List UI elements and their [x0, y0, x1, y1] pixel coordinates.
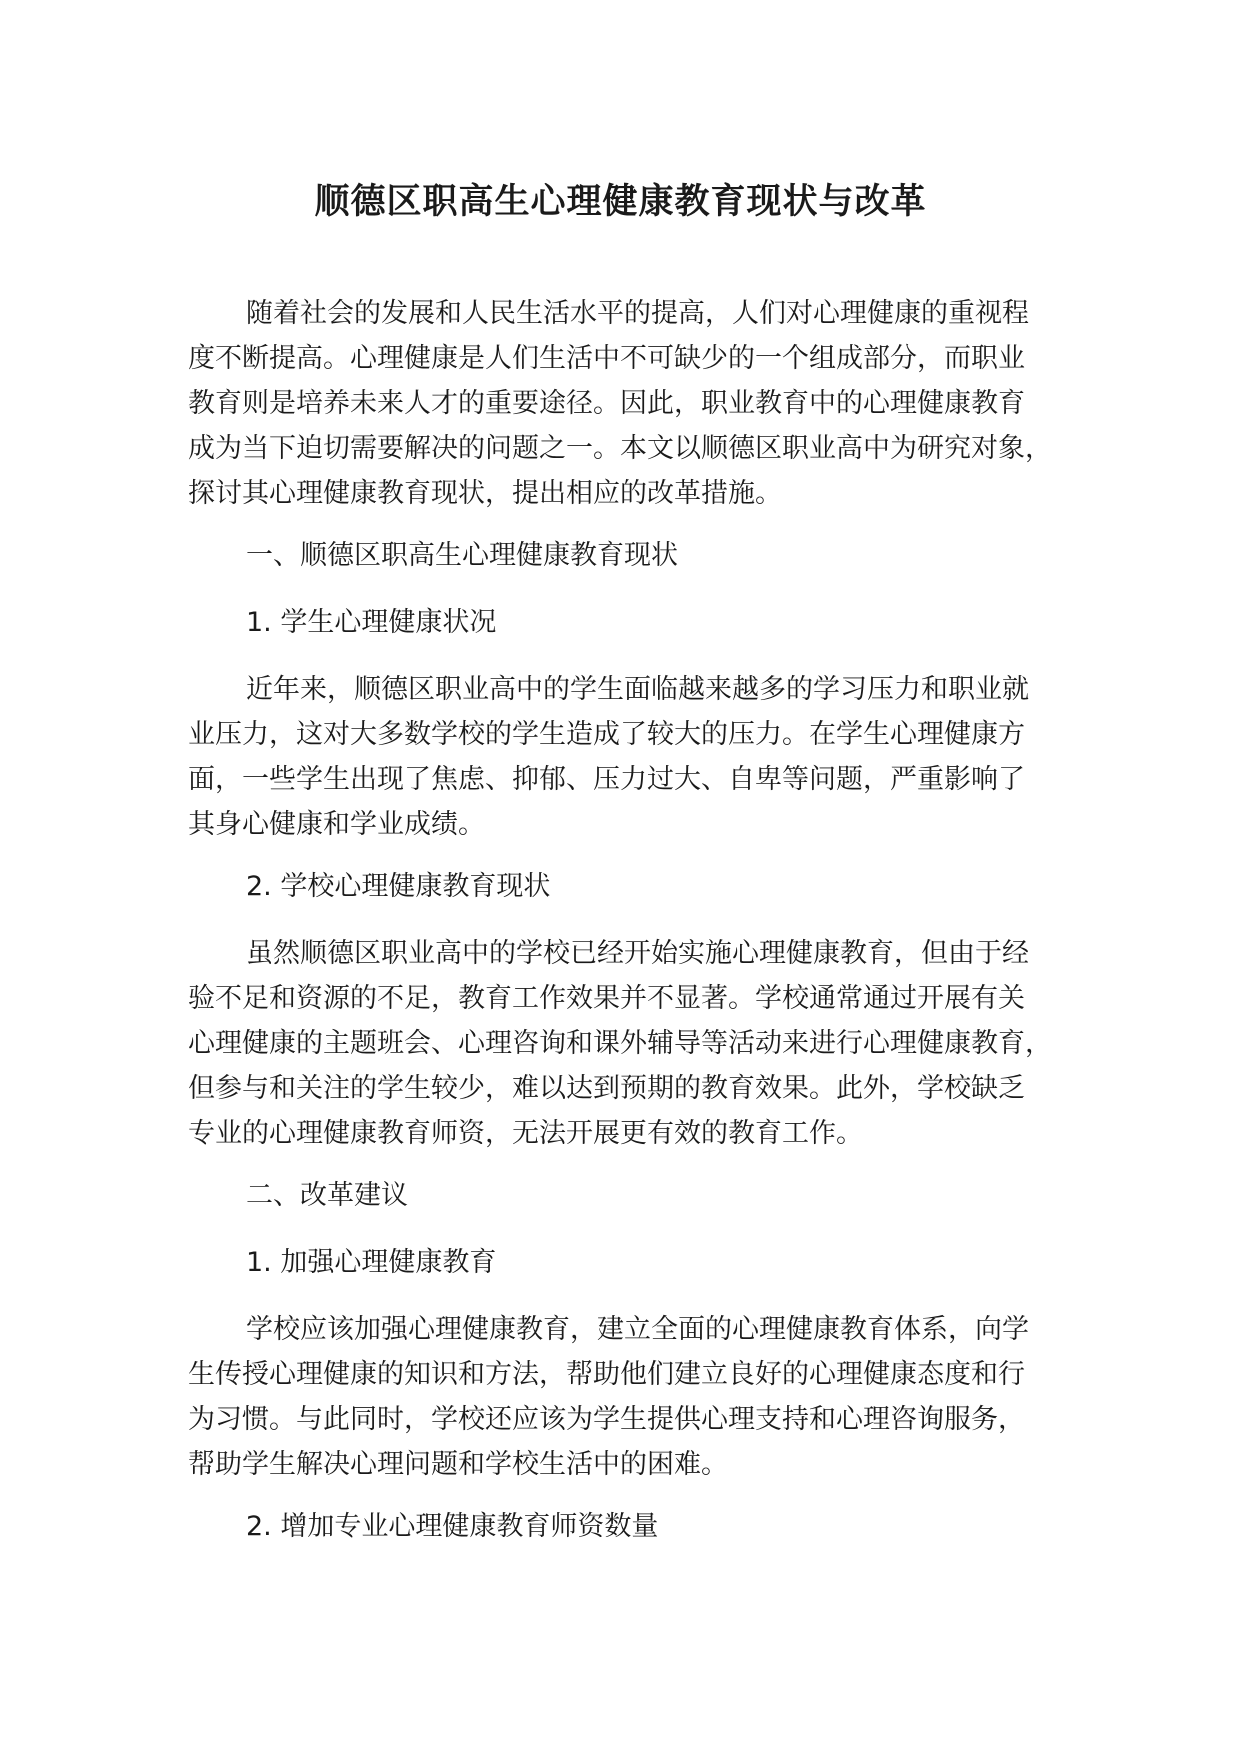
student-health-paragraph [188, 667, 1088, 847]
paragraph-line: 业压力，这对大多数学校的学生造成了较大的压力。在学生心理健康方 [188, 719, 1025, 750]
section-heading-status: 一、顺德区职高生心理健康教育现状 [246, 540, 678, 571]
paragraph-line: 教育则是培养未来人才的重要途径。因此，职业教育中的心理健康教育 [188, 388, 1025, 419]
document-body [188, 291, 1088, 1571]
subsection-heading-student-health: 1. 学生心理健康状况 [246, 607, 497, 638]
paragraph-line: 探讨其心理健康教育现状，提出相应的改革措施。 [188, 478, 782, 509]
paragraph-line: 验不足和资源的不足，教育工作效果并不显著。学校通常通过开展有关 [188, 983, 1025, 1014]
section-heading-reform: 二、改革建议 [246, 1180, 408, 1211]
subsection-heading-school-status: 2. 学校心理健康教育现状 [246, 871, 551, 902]
paragraph-line: 学校应该加强心理健康教育，建立全面的心理健康教育体系，向学 [246, 1314, 1029, 1345]
paragraph-line: 为习惯。与此同时，学校还应该为学生提供心理支持和心理咨询服务， [188, 1404, 1025, 1435]
paragraph-line: 近年来，顺德区职业高中的学生面临越来越多的学习压力和职业就 [246, 674, 1029, 705]
strengthen-education-paragraph [188, 1307, 1088, 1487]
subsection-heading-increase-teachers: 2. 增加专业心理健康教育师资数量 [246, 1511, 659, 1542]
paragraph-line: 成为当下迫切需要解决的问题之一。本文以顺德区职业高中为研究对象， [188, 433, 1052, 464]
paragraph-line: 度不断提高。心理健康是人们生活中不可缺少的一个组成部分，而职业 [188, 343, 1025, 374]
paragraph-line: 虽然顺德区职业高中的学校已经开始实施心理健康教育，但由于经 [246, 938, 1029, 969]
intro-paragraph [188, 291, 1088, 516]
subsection-heading-strengthen-education: 1. 加强心理健康教育 [246, 1247, 497, 1278]
document-title: 顺德区职高生心理健康教育现状与改革 [314, 182, 927, 222]
paragraph-line: 随着社会的发展和人民生活水平的提高，人们对心理健康的重视程 [246, 298, 1029, 329]
paragraph-line: 面，一些学生出现了焦虑、抑郁、压力过大、自卑等问题，严重影响了 [188, 764, 1025, 795]
paragraph-line: 但参与和关注的学生较少，难以达到预期的教育效果。此外，学校缺乏 [188, 1073, 1025, 1104]
paragraph-line: 帮助学生解决心理问题和学校生活中的困难。 [188, 1449, 728, 1480]
paragraph-line: 专业的心理健康教育师资，无法开展更有效的教育工作。 [188, 1118, 863, 1149]
paragraph-line: 心理健康的主题班会、心理咨询和课外辅导等活动来进行心理健康教育， [188, 1028, 1052, 1059]
school-status-paragraph [188, 931, 1088, 1156]
paragraph-line: 生传授心理健康的知识和方法，帮助他们建立良好的心理健康态度和行 [188, 1359, 1025, 1390]
paragraph-line: 其身心健康和学业成绩。 [188, 809, 485, 840]
